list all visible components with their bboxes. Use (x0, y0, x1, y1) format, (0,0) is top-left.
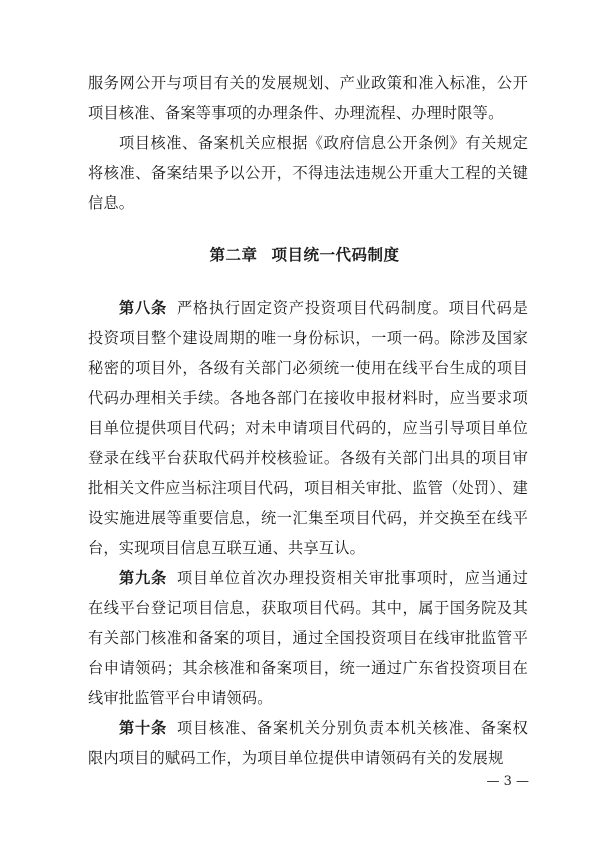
paragraph-continued: 服务网公开与项目有关的发展规划、产业政策和准入标准，公开项目核准、备案等事项的办理条件、办理流程、办理时限等。 (88, 74, 528, 122)
page-number: — 3 — (486, 774, 529, 789)
article-9 (88, 563, 528, 713)
article-10 (88, 713, 528, 773)
intro-section (88, 68, 528, 218)
chapter-title: 项目统一代码制度 (271, 245, 400, 264)
article-8 (88, 293, 528, 563)
chapter-number: 第二章 (209, 245, 258, 264)
article-text: 严格执行固定资产投资项目代码制度。项目代码是投资项目整个建设周期的唯一身份标识，一项一码。除涉及国家秘密的项目外，各级有关部门必须统一使用在线平台生成的项目代码办理相关手续。各地各部门在接收申报材料时，应当要求项目单位提供项目代码；对未申请项目代码的，应当引导项目单位登录在线平台获取代码并校核验证。各级有关部门出具的项目审批相关文件应当标注项目代码，项目相关审批、监管（处罚）、建设实施进展等重要信息，统一汇集至项目代码，并交换至在线平台，实现项目信息互联互通、共享互认。 (88, 299, 528, 557)
article-number: 第八条 (119, 299, 167, 317)
article-text: 项目核准、备案机关分别负责本机关核准、备案权限内项目的赋码工作，为项目单位提供申请领码有关的发展规 (88, 719, 528, 767)
article-text: 项目单位首次办理投资相关审批事项时，应当通过在线平台登记项目信息，获取项目代码。其中，属于国务院及其有关部门核准和备案的项目，通过全国投资项目在线审批监管平台申请领码；其余核准和备案项目，统一通过广东省投资项目在线审批监管平台申请领码。 (88, 569, 528, 707)
chapter-heading (0, 240, 609, 270)
article-number: 第十条 (119, 719, 167, 737)
paragraph-disclosure: 项目核准、备案机关应根据《政府信息公开条例》有关规定将核准、备案结果予以公开，不得违法违规公开重大工程的关键信息。 (88, 134, 528, 212)
article-number: 第九条 (119, 569, 167, 587)
articles-section (88, 293, 528, 773)
